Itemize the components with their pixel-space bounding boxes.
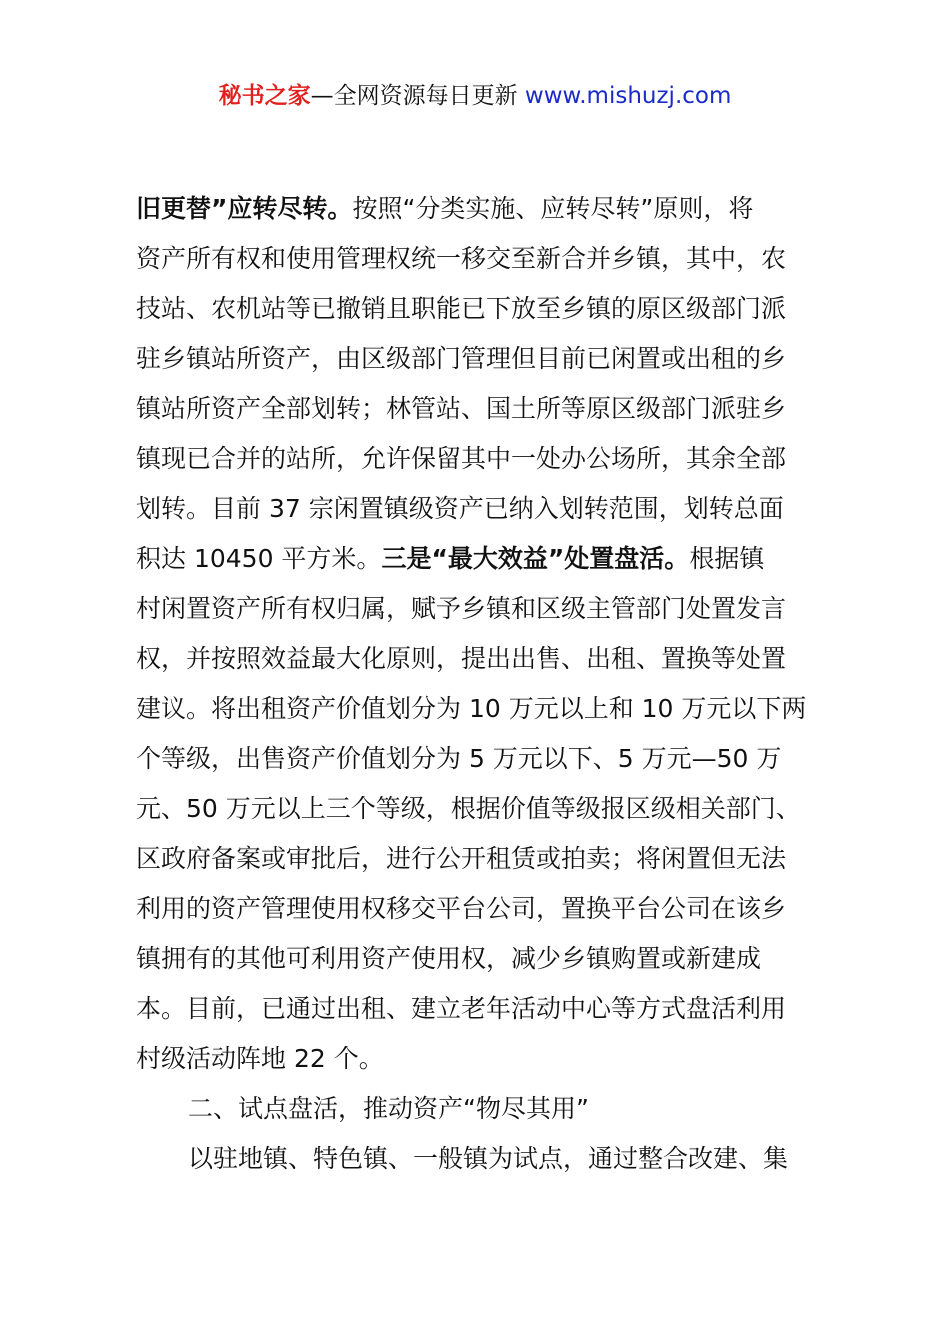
text-span: 权，并按照效益最大化原则，提出出售、出租、置换等处置 <box>136 644 787 673</box>
text-line <box>136 734 826 784</box>
text-line <box>136 684 826 734</box>
text-line <box>136 384 826 434</box>
text-line <box>136 334 826 384</box>
text-line <box>136 484 826 534</box>
text-span: 旧更替”应转尽转。 <box>136 194 353 223</box>
text-line <box>136 584 826 634</box>
text-span: 村级活动阵地 22 个。 <box>136 1044 384 1073</box>
text-line <box>136 634 826 684</box>
text-line <box>136 534 826 584</box>
text-line <box>136 284 826 334</box>
text-line <box>136 1034 826 1084</box>
text-line <box>136 434 826 484</box>
text-span: 技站、农机站等已撤销且职能已下放至乡镇的原区级部门派 <box>136 294 787 323</box>
text-span: 镇现已合并的站所，允许保留其中一处办公场所，其余全部 <box>136 444 787 473</box>
header-tagline: —全网资源每日更新 <box>310 83 518 109</box>
document-body <box>136 184 826 1184</box>
text-span: 村闲置资产所有权归属，赋予乡镇和区级主管部门处置发言 <box>136 594 787 623</box>
text-span: 资产所有权和使用管理权统一移交至新合并乡镇，其中，农 <box>136 244 787 273</box>
text-span: 镇拥有的其他可利用资产使用权，减少乡镇购置或新建成 <box>136 944 762 973</box>
text-span: 利用的资产管理使用权移交平台公司，置换平台公司在该乡 <box>136 894 787 923</box>
brand-name: 秘书之家 <box>218 83 311 109</box>
text-span: 元、50 万元以上三个等级，根据价值等级报区级相关部门、 <box>136 794 801 823</box>
text-line <box>136 1134 826 1184</box>
text-line <box>136 834 826 884</box>
text-span: 驻乡镇站所资产，由区级部门管理但目前已闲置或出租的乡 <box>136 344 787 373</box>
text-line <box>136 884 826 934</box>
section-heading <box>136 1084 826 1134</box>
text-span: 按照“分类实施、应转尽转”原则，将 <box>352 194 754 223</box>
text-span: 区政府备案或审批后，进行公开租赁或拍卖；将闲置但无法 <box>136 844 787 873</box>
text-line <box>136 784 826 834</box>
site-header <box>0 80 950 112</box>
text-span: 建议。将出租资产价值划分为 10 万元以上和 10 万元以下两 <box>136 694 807 723</box>
text-span: 三是“最大效益”处置盘活。 <box>381 544 690 573</box>
text-span: 划转。目前 37 宗闲置镇级资产已纳入划转范围，划转总面 <box>136 494 784 523</box>
text-line <box>136 934 826 984</box>
site-url: www.mishuzj.com <box>517 83 732 109</box>
text-line <box>136 184 826 234</box>
text-span: 积达 10450 平方米。 <box>136 544 382 573</box>
text-span: 本。目前，已通过出租、建立老年活动中心等方式盘活利用 <box>136 994 787 1023</box>
text-span: 个等级，出售资产价值划分为 5 万元以下、5 万元—50 万 <box>136 744 782 773</box>
text-span: 以驻地镇、特色镇、一般镇为试点，通过整合改建、集 <box>188 1144 789 1173</box>
text-line <box>136 234 826 284</box>
text-span: 镇站所资产全部划转；林管站、国土所等原区级部门派驻乡 <box>136 394 787 423</box>
text-line <box>136 984 826 1034</box>
text-span: 根据镇 <box>689 544 765 573</box>
text-span: 二、试点盘活，推动资产“物尽其用” <box>188 1094 589 1123</box>
